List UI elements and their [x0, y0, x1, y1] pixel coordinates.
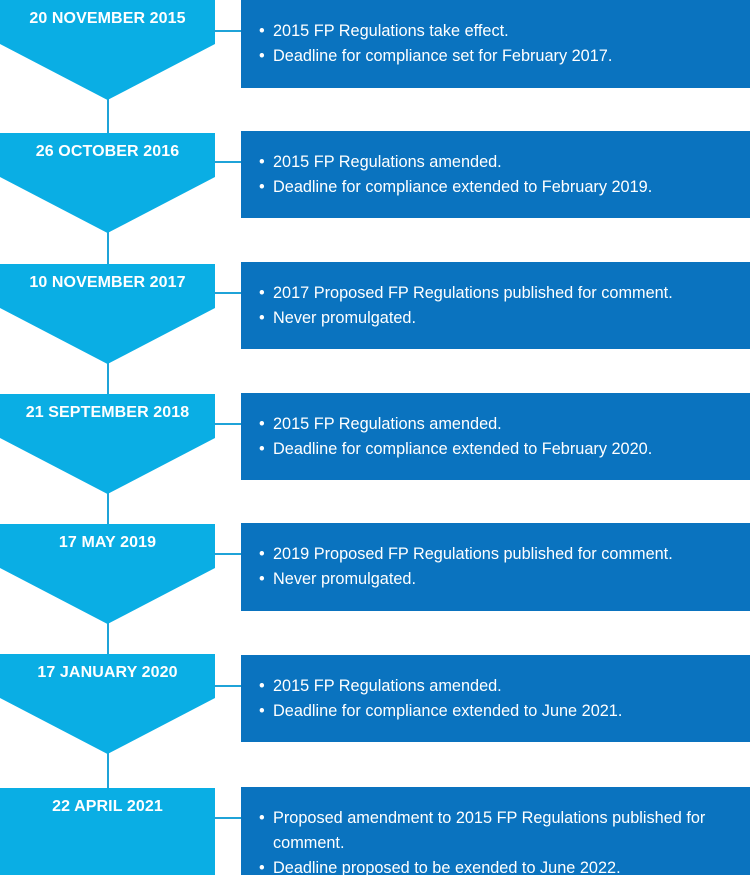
event-bullet-list — [259, 806, 740, 881]
event-bullet-item: • Never promulgated. — [259, 306, 740, 331]
timeline-event-box — [241, 787, 750, 875]
event-bullet-item: • Deadline for compliance set for February 2017. — [259, 44, 740, 69]
timeline-branch-line — [214, 817, 242, 819]
timeline-date: 17 JANUARY 2020 — [37, 664, 178, 681]
timeline-branch-line — [214, 553, 242, 555]
timeline-branch-line — [214, 30, 242, 32]
event-bullet-item: • 2015 FP Regulations take effect. — [259, 19, 740, 44]
event-bullet-item: • 2015 FP Regulations amended. — [259, 412, 740, 437]
timeline-branch-line — [214, 292, 242, 294]
timeline-branch-line — [214, 685, 242, 687]
event-bullet-list — [259, 19, 740, 69]
event-bullet-item: • 2015 FP Regulations amended. — [259, 674, 740, 699]
timeline-event-box — [241, 0, 750, 88]
event-bullet-list — [259, 542, 740, 592]
event-bullet-list — [259, 281, 740, 331]
event-bullet-item: • Deadline for compliance extended to February 2020. — [259, 437, 740, 462]
timeline-event-box — [241, 655, 750, 742]
event-bullet-item: • Never promulgated. — [259, 567, 740, 592]
event-bullet-item: • 2019 Proposed FP Regulations published for comment. — [259, 542, 740, 567]
timeline-date: 26 OCTOBER 2016 — [35, 143, 180, 160]
timeline-branch-line — [214, 423, 242, 425]
event-bullet-item: • 2015 FP Regulations amended. — [259, 150, 740, 175]
event-bullet-list — [259, 150, 740, 200]
timeline-date: 21 SEPTEMBER 2018 — [25, 404, 190, 421]
event-bullet-list — [259, 674, 740, 724]
timeline-event-box — [241, 131, 750, 218]
timeline-date: 17 MAY 2019 — [58, 534, 157, 551]
timeline-date: 10 NOVEMBER 2017 — [29, 274, 186, 291]
event-bullet-list — [259, 412, 740, 462]
timeline-date: 22 APRIL 2021 — [52, 798, 163, 815]
event-bullet-item: • Deadline for compliance extended to February 2019. — [259, 175, 740, 200]
event-bullet-item: • 2017 Proposed FP Regulations published for comment. — [259, 281, 740, 306]
timeline-branch-line — [214, 161, 242, 163]
event-bullet-item: • Proposed amendment to 2015 FP Regulations published for comment. — [259, 806, 740, 856]
event-bullet-item: • Deadline for compliance extended to June 2021. — [259, 699, 740, 724]
timeline-date: 20 NOVEMBER 2015 — [29, 10, 186, 27]
timeline-event-box — [241, 262, 750, 349]
timeline-event-box — [241, 523, 750, 611]
timeline-event-box — [241, 393, 750, 480]
event-bullet-item: • Deadline proposed to be exended to June 2022. — [259, 856, 740, 881]
